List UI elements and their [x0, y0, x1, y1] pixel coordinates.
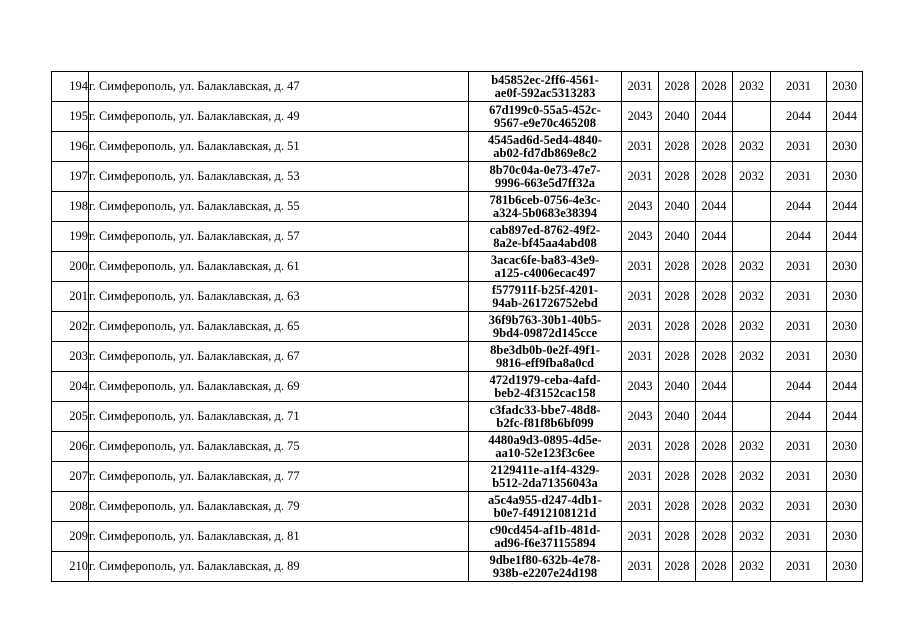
- year-cell-4: 2032: [733, 522, 771, 552]
- year-cell-1: 2031: [622, 432, 659, 462]
- row-number: 195: [52, 102, 89, 132]
- year-cell-6: 2044: [827, 192, 863, 222]
- year-cell-2: 2040: [659, 192, 696, 222]
- guid-line-2: 9996-663e5d7ff32a: [495, 175, 595, 190]
- year-cell-2: 2028: [659, 132, 696, 162]
- year-cell-3: 2028: [696, 552, 733, 582]
- address-cell: г. Симферополь, ул. Балаклавская, д. 47: [89, 72, 469, 102]
- table-row: [52, 522, 863, 552]
- guid-line-2: 938b-e2207e24d198: [492, 565, 598, 580]
- table-row: [52, 372, 863, 402]
- year-cell-6: 2030: [827, 342, 863, 372]
- year-cell-6: 2044: [827, 102, 863, 132]
- year-cell-2: 2028: [659, 282, 696, 312]
- address-cell: г. Симферополь, ул. Балаклавская, д. 51: [89, 132, 469, 162]
- guid-cell: [469, 252, 622, 282]
- address-cell: г. Симферополь, ул. Балаклавская, д. 63: [89, 282, 469, 312]
- year-cell-4: 2032: [733, 432, 771, 462]
- address-cell: г. Симферополь, ул. Балаклавская, д. 57: [89, 222, 469, 252]
- row-number: 204: [52, 372, 89, 402]
- year-cell-3: 2028: [696, 252, 733, 282]
- table-row: [52, 282, 863, 312]
- address-cell: г. Симферополь, ул. Балаклавская, д. 75: [89, 432, 469, 462]
- guid-line-2: aa10-52e123f3c6ee: [495, 445, 595, 460]
- table-row: [52, 252, 863, 282]
- guid-line-1: a5c4a955-d247-4db1-: [488, 492, 602, 507]
- year-cell-2: 2028: [659, 432, 696, 462]
- year-cell-2: 2040: [659, 102, 696, 132]
- address-cell: г. Симферополь, ул. Балаклавская, д. 81: [89, 522, 469, 552]
- row-number: 198: [52, 192, 89, 222]
- guid-cell: [469, 222, 622, 252]
- year-cell-6: 2030: [827, 312, 863, 342]
- guid-line-2: 9816-eff9fba8a0cd: [496, 355, 594, 370]
- row-number: 210: [52, 552, 89, 582]
- year-cell-5: 2031: [771, 132, 827, 162]
- document-page: [51, 71, 863, 582]
- year-cell-2: 2040: [659, 372, 696, 402]
- year-cell-2: 2040: [659, 222, 696, 252]
- year-cell-1: 2031: [622, 312, 659, 342]
- year-cell-4: [733, 102, 771, 132]
- guid-line-1: b45852ec-2ff6-4561-: [491, 72, 599, 87]
- year-cell-4: 2032: [733, 312, 771, 342]
- year-cell-5: 2031: [771, 462, 827, 492]
- year-cell-6: 2030: [827, 252, 863, 282]
- year-cell-5: 2031: [771, 552, 827, 582]
- year-cell-4: 2032: [733, 492, 771, 522]
- year-cell-4: [733, 402, 771, 432]
- year-cell-2: 2028: [659, 312, 696, 342]
- year-cell-4: 2032: [733, 72, 771, 102]
- year-cell-5: 2031: [771, 492, 827, 522]
- guid-line-2: b0e7-f4912108121d: [493, 505, 597, 520]
- year-cell-6: 2030: [827, 282, 863, 312]
- year-cell-4: [733, 192, 771, 222]
- address-cell: г. Симферополь, ул. Балаклавская, д. 53: [89, 162, 469, 192]
- address-cell: г. Симферополь, ул. Балаклавская, д. 69: [89, 372, 469, 402]
- year-cell-2: 2028: [659, 462, 696, 492]
- year-cell-4: 2032: [733, 552, 771, 582]
- year-cell-4: 2032: [733, 462, 771, 492]
- guid-cell: [469, 282, 622, 312]
- table-row: [52, 132, 863, 162]
- year-cell-3: 2028: [696, 162, 733, 192]
- guid-line-2: ab02-fd7db869e8c2: [493, 145, 597, 160]
- year-cell-1: 2043: [622, 402, 659, 432]
- guid-line-1: 8b70c04a-0e73-47e7-: [489, 162, 601, 177]
- year-cell-1: 2043: [622, 372, 659, 402]
- year-cell-2: 2040: [659, 402, 696, 432]
- table-row: [52, 462, 863, 492]
- row-number: 202: [52, 312, 89, 342]
- year-cell-1: 2031: [622, 252, 659, 282]
- year-cell-4: [733, 372, 771, 402]
- year-cell-5: 2044: [771, 102, 827, 132]
- year-cell-3: 2028: [696, 492, 733, 522]
- year-cell-1: 2043: [622, 102, 659, 132]
- year-cell-5: 2044: [771, 372, 827, 402]
- year-cell-1: 2031: [622, 342, 659, 372]
- guid-line-1: 4480a9d3-0895-4d5e-: [488, 432, 602, 447]
- year-cell-6: 2030: [827, 492, 863, 522]
- row-number: 201: [52, 282, 89, 312]
- row-number: 207: [52, 462, 89, 492]
- year-cell-6: 2044: [827, 402, 863, 432]
- guid-line-2: 9bd4-09872d145cce: [492, 325, 598, 340]
- guid-line-2: 8a2e-bf45aa4abd08: [493, 235, 597, 250]
- year-cell-1: 2031: [622, 162, 659, 192]
- row-number: 206: [52, 432, 89, 462]
- year-cell-5: 2031: [771, 312, 827, 342]
- year-cell-4: 2032: [733, 162, 771, 192]
- year-cell-2: 2028: [659, 252, 696, 282]
- year-cell-3: 2028: [696, 312, 733, 342]
- year-cell-6: 2030: [827, 162, 863, 192]
- table-body: [52, 72, 863, 582]
- guid-line-1: 781b6ceb-0756-4e3c-: [489, 192, 601, 207]
- year-cell-5: 2031: [771, 162, 827, 192]
- guid-line-2: ad96-f6e371155894: [494, 535, 596, 550]
- year-cell-1: 2031: [622, 132, 659, 162]
- guid-line-2: beb2-4f3152cac158: [494, 385, 596, 400]
- year-cell-5: 2031: [771, 432, 827, 462]
- year-cell-5: 2031: [771, 522, 827, 552]
- guid-line-2: a125-c4006ecac497: [494, 265, 596, 280]
- housing-schedule-table: [51, 71, 863, 582]
- guid-line-1: 3acac6fe-ba83-43e9-: [490, 252, 600, 267]
- guid-line-2: b2fc-f81f8b6bf099: [496, 415, 594, 430]
- guid-line-1: c90cd454-af1b-481d-: [489, 522, 601, 537]
- year-cell-6: 2030: [827, 462, 863, 492]
- year-cell-6: 2030: [827, 72, 863, 102]
- table-row: [52, 402, 863, 432]
- address-cell: г. Симферополь, ул. Балаклавская, д. 61: [89, 252, 469, 282]
- guid-line-1: 67d199c0-55a5-452c-: [489, 102, 601, 117]
- year-cell-3: 2028: [696, 462, 733, 492]
- address-cell: г. Симферополь, ул. Балаклавская, д. 77: [89, 462, 469, 492]
- table-row: [52, 102, 863, 132]
- year-cell-1: 2043: [622, 222, 659, 252]
- address-cell: г. Симферополь, ул. Балаклавская, д. 71: [89, 402, 469, 432]
- address-cell: г. Симферополь, ул. Балаклавская, д. 49: [89, 102, 469, 132]
- year-cell-4: 2032: [733, 132, 771, 162]
- guid-cell: [469, 72, 622, 102]
- year-cell-1: 2043: [622, 192, 659, 222]
- guid-cell: [469, 402, 622, 432]
- year-cell-6: 2030: [827, 432, 863, 462]
- year-cell-1: 2031: [622, 492, 659, 522]
- year-cell-6: 2044: [827, 372, 863, 402]
- table-row: [52, 492, 863, 522]
- guid-line-1: f577911f-b25f-4201-: [491, 282, 599, 297]
- table-row: [52, 342, 863, 372]
- year-cell-5: 2044: [771, 222, 827, 252]
- guid-cell: [469, 462, 622, 492]
- guid-cell: [469, 192, 622, 222]
- year-cell-2: 2028: [659, 552, 696, 582]
- year-cell-3: 2028: [696, 282, 733, 312]
- year-cell-1: 2031: [622, 552, 659, 582]
- year-cell-3: 2028: [696, 432, 733, 462]
- year-cell-4: 2032: [733, 342, 771, 372]
- year-cell-6: 2030: [827, 522, 863, 552]
- year-cell-5: 2031: [771, 252, 827, 282]
- guid-line-1: 9dbe1f80-632b-4e78-: [489, 552, 601, 567]
- address-cell: г. Симферополь, ул. Балаклавская, д. 67: [89, 342, 469, 372]
- guid-cell: [469, 162, 622, 192]
- guid-cell: [469, 432, 622, 462]
- year-cell-3: 2028: [696, 132, 733, 162]
- guid-line-1: 472d1979-ceba-4afd-: [489, 372, 601, 387]
- year-cell-3: 2044: [696, 372, 733, 402]
- year-cell-4: 2032: [733, 252, 771, 282]
- address-cell: г. Симферополь, ул. Балаклавская, д. 89: [89, 552, 469, 582]
- year-cell-6: 2030: [827, 132, 863, 162]
- guid-line-2: ae0f-592ac5313283: [494, 85, 596, 100]
- year-cell-6: 2030: [827, 552, 863, 582]
- table-row: [52, 72, 863, 102]
- row-number: 194: [52, 72, 89, 102]
- guid-cell: [469, 522, 622, 552]
- row-number: 197: [52, 162, 89, 192]
- row-number: 209: [52, 522, 89, 552]
- year-cell-3: 2044: [696, 102, 733, 132]
- guid-line-1: 4545ad6d-5ed4-4840-: [488, 132, 602, 147]
- year-cell-5: 2044: [771, 192, 827, 222]
- table-row: [52, 312, 863, 342]
- guid-cell: [469, 132, 622, 162]
- table-row: [52, 552, 863, 582]
- row-number: 200: [52, 252, 89, 282]
- guid-line-2: a324-5b0683e38394: [492, 205, 598, 220]
- row-number: 208: [52, 492, 89, 522]
- year-cell-4: 2032: [733, 282, 771, 312]
- row-number: 205: [52, 402, 89, 432]
- year-cell-3: 2028: [696, 72, 733, 102]
- guid-cell: [469, 312, 622, 342]
- year-cell-5: 2031: [771, 282, 827, 312]
- year-cell-5: 2031: [771, 72, 827, 102]
- year-cell-6: 2044: [827, 222, 863, 252]
- year-cell-1: 2031: [622, 282, 659, 312]
- year-cell-3: 2028: [696, 522, 733, 552]
- guid-line-2: b512-2da71356043a: [492, 475, 598, 490]
- year-cell-3: 2044: [696, 222, 733, 252]
- year-cell-2: 2028: [659, 72, 696, 102]
- guid-line-1: 8be3db0b-0e2f-49f1-: [490, 342, 600, 357]
- year-cell-2: 2028: [659, 492, 696, 522]
- year-cell-3: 2028: [696, 342, 733, 372]
- year-cell-1: 2031: [622, 462, 659, 492]
- year-cell-1: 2031: [622, 522, 659, 552]
- address-cell: г. Симферополь, ул. Балаклавская, д. 55: [89, 192, 469, 222]
- guid-line-1: cab897ed-8762-49f2-: [489, 222, 601, 237]
- row-number: 199: [52, 222, 89, 252]
- year-cell-3: 2044: [696, 402, 733, 432]
- table-row: [52, 162, 863, 192]
- guid-line-1: 36f9b763-30b1-40b5-: [488, 312, 602, 327]
- guid-line-1: 2129411e-a1f4-4329-: [490, 462, 600, 477]
- guid-line-2: 94ab-261726752ebd: [492, 295, 598, 310]
- guid-line-2: 9567-e9e70c465208: [493, 115, 597, 130]
- guid-cell: [469, 102, 622, 132]
- address-cell: г. Симферополь, ул. Балаклавская, д. 65: [89, 312, 469, 342]
- year-cell-1: 2031: [622, 72, 659, 102]
- guid-cell: [469, 492, 622, 522]
- year-cell-3: 2044: [696, 192, 733, 222]
- row-number: 203: [52, 342, 89, 372]
- year-cell-2: 2028: [659, 342, 696, 372]
- year-cell-5: 2031: [771, 342, 827, 372]
- address-cell: г. Симферополь, ул. Балаклавская, д. 79: [89, 492, 469, 522]
- year-cell-2: 2028: [659, 162, 696, 192]
- row-number: 196: [52, 132, 89, 162]
- guid-line-1: c3fadc33-bbe7-48d8-: [489, 402, 601, 417]
- table-row: [52, 432, 863, 462]
- guid-cell: [469, 552, 622, 582]
- year-cell-2: 2028: [659, 522, 696, 552]
- year-cell-5: 2044: [771, 402, 827, 432]
- guid-cell: [469, 342, 622, 372]
- table-row: [52, 222, 863, 252]
- guid-cell: [469, 372, 622, 402]
- year-cell-4: [733, 222, 771, 252]
- table-row: [52, 192, 863, 222]
